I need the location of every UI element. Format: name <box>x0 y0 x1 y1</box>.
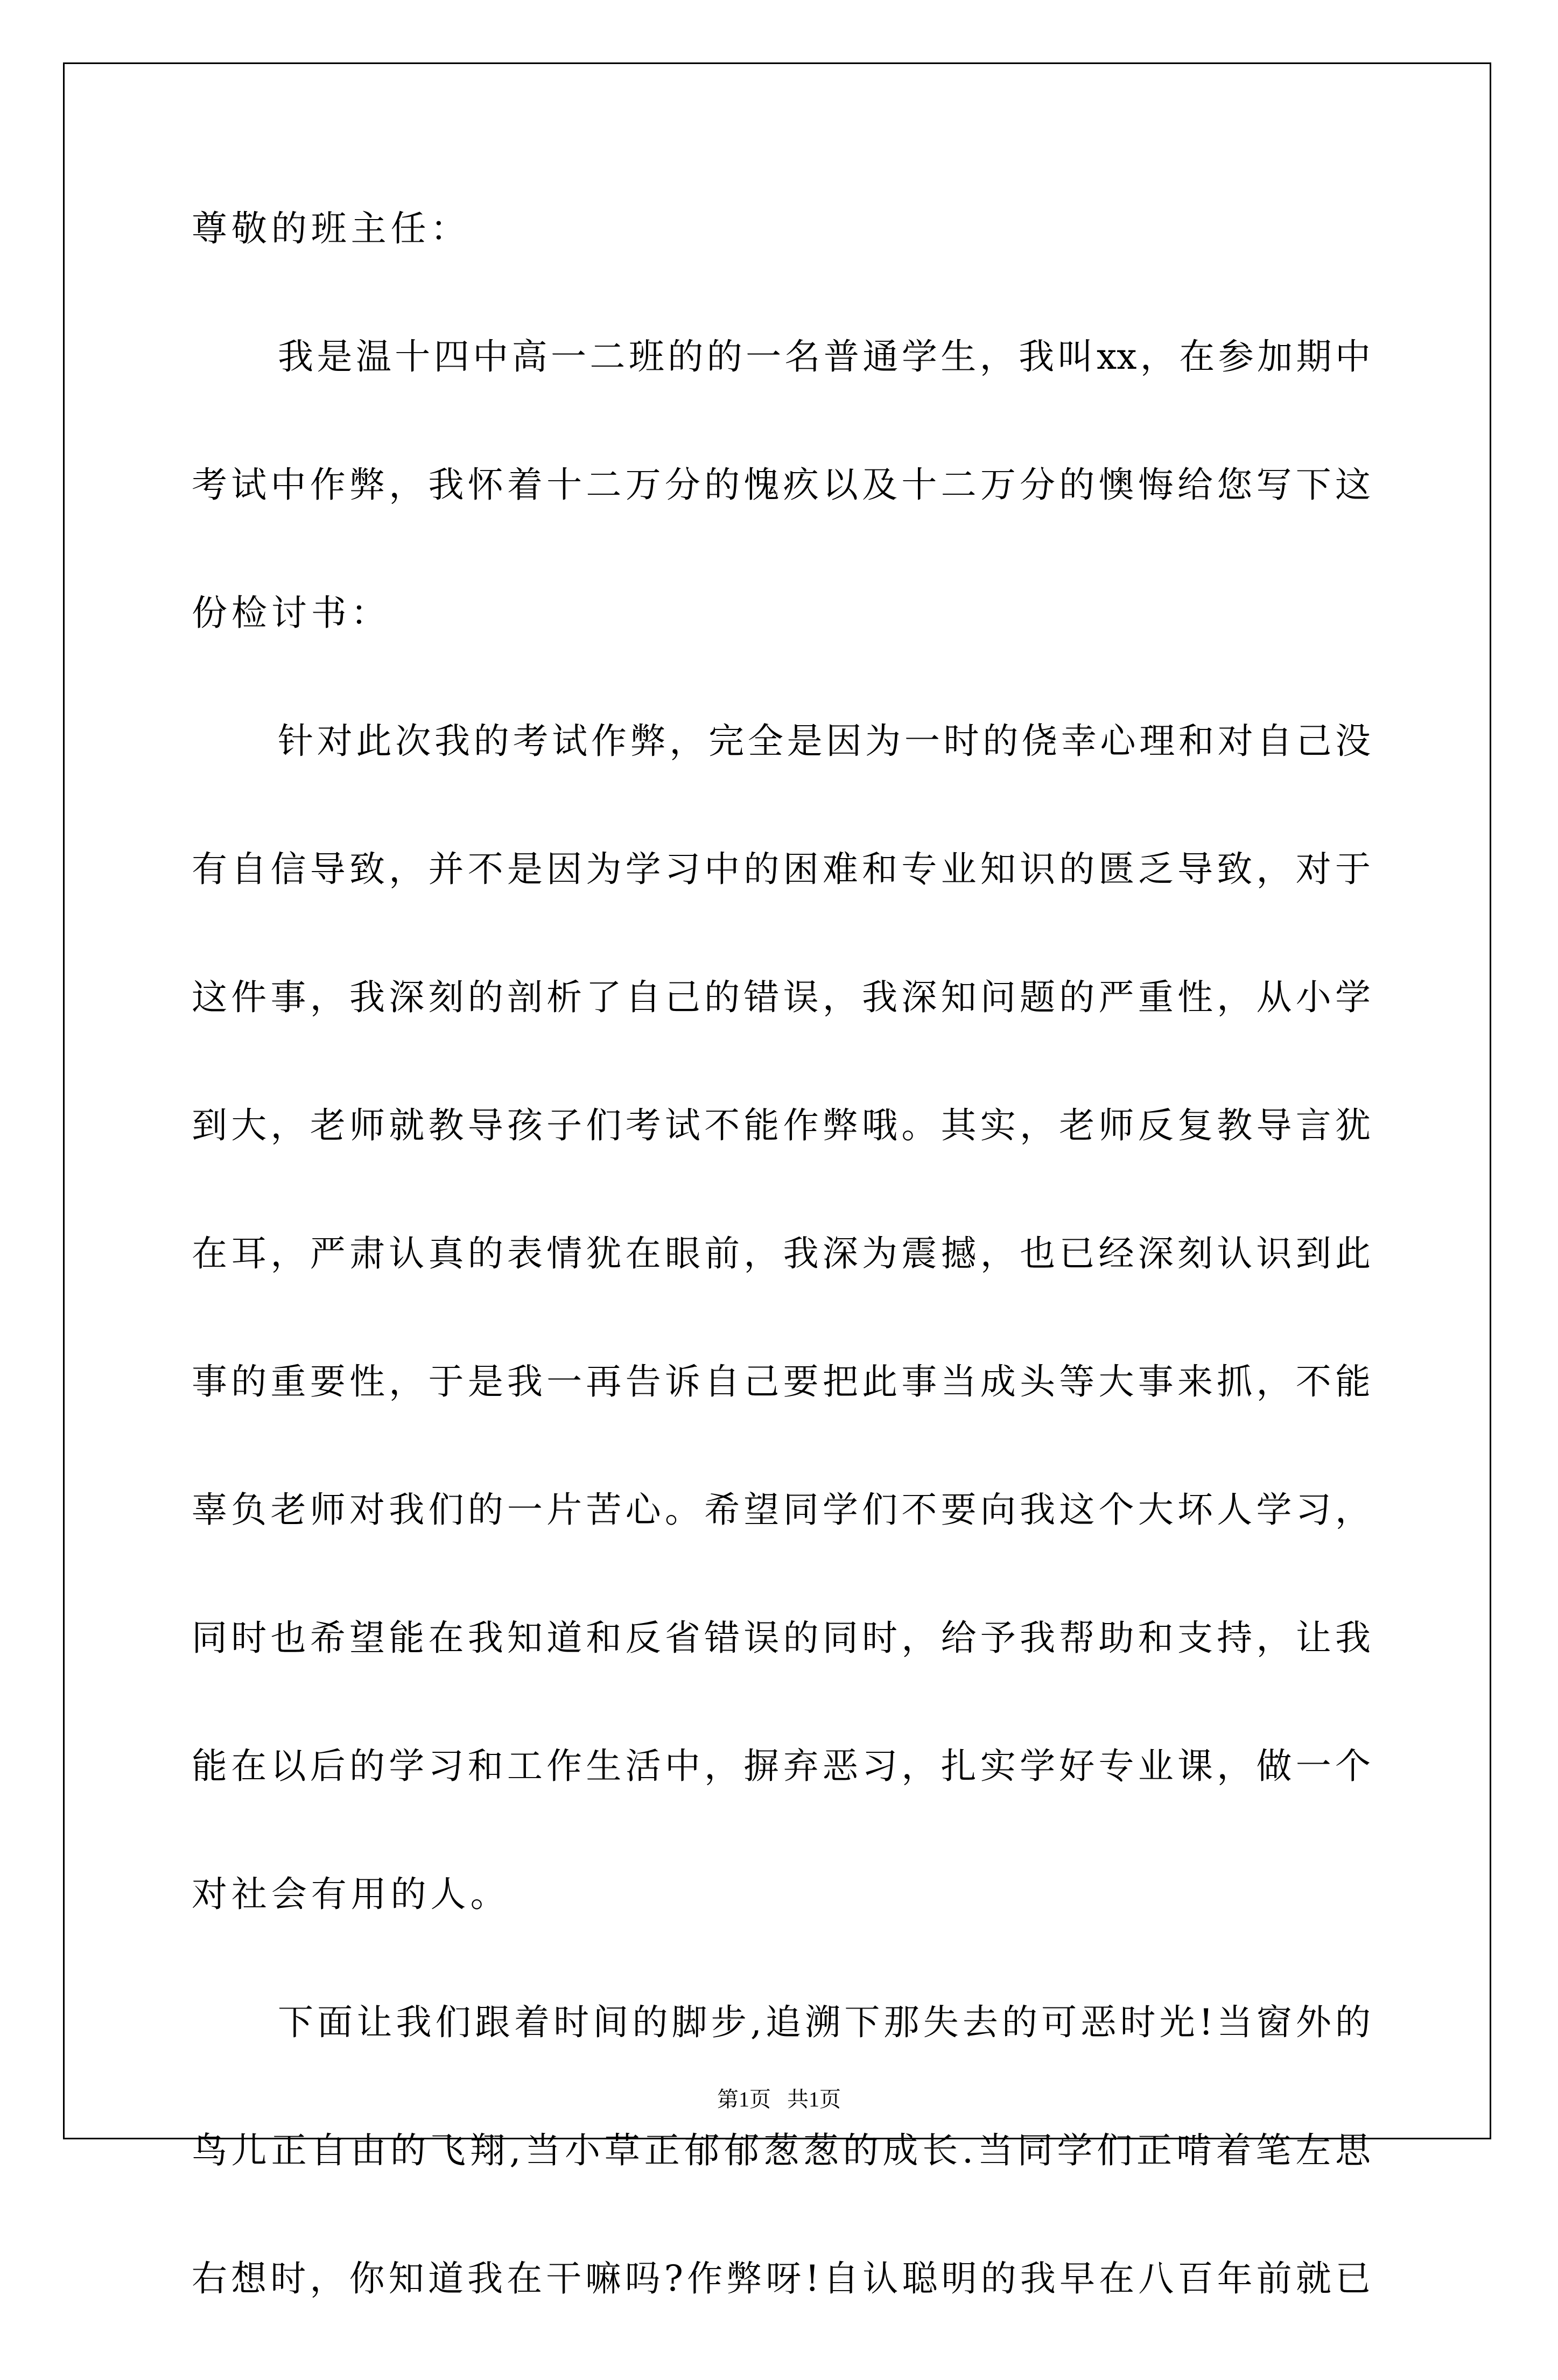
paragraph-3-line-1: 下面让我们跟着时间的脚步,追溯下那失去的可恶时光!当窗外的 <box>278 2002 1371 2043</box>
paragraph-2-line-7: 辜负老师对我们的一片苦心。希望同学们不要向我这个大坏人学习， <box>192 1489 1371 1530</box>
paragraph-2-line-6: 事的重要性，于是我一再告诉自己要把此事当成头等大事来抓，不能 <box>192 1361 1371 1402</box>
letter-body <box>192 202 1371 2380</box>
paragraph-2-line-5: 在耳，严肃认真的表情犹在眼前，我深为震撼，也已经深刻认识到此 <box>192 1233 1371 1274</box>
paragraph-2-line-10: 对社会有用的人。 <box>192 1873 510 1915</box>
paragraph-3-line-3: 右想时，你知道我在干嘛吗?作弊呀!自认聪明的我早在八百年前就已 <box>192 2258 1371 2299</box>
paragraph-2-line-4: 到大，老师就教导孩子们考试不能作弊哦。其实，老师反复教导言犹 <box>192 1105 1371 1146</box>
paragraph-1-line-3: 份检讨书： <box>192 592 391 634</box>
paragraph-2-line-3: 这件事，我深刻的剖析了自己的错误，我深知问题的严重性，从小学 <box>192 977 1371 1018</box>
paragraph-2-line-9: 能在以后的学习和工作生活中，摒弃恶习，扎实学好专业课，做一个 <box>192 1745 1371 1787</box>
paragraph-3-line-2: 鸟儿正自由的飞翔,当小草正郁郁葱葱的成长.当同学们正啃着笔左思 <box>192 2130 1371 2171</box>
paragraph-2-line-2: 有自信导致，并不是因为学习中的困难和专业知识的匮乏导致，对于 <box>192 848 1371 890</box>
salutation: 尊敬的班主任： <box>192 208 471 249</box>
paragraph-2-line-1: 针对此次我的考试作弊，完全是因为一时的侥幸心理和对自己没 <box>278 720 1371 762</box>
paragraph-1-line-2: 考试中作弊，我怀着十二万分的愧疚以及十二万分的懊悔给您写下这 <box>192 464 1371 506</box>
page-number-footer: 第1页 共1页 <box>717 2087 841 2111</box>
paragraph-1-line-1: 我是温十四中高一二班的的一名普通学生，我叫xx，在参加期中 <box>278 336 1371 377</box>
paragraph-2-line-8: 同时也希望能在我知道和反省错误的同时，给予我帮助和支持，让我 <box>192 1617 1371 1659</box>
